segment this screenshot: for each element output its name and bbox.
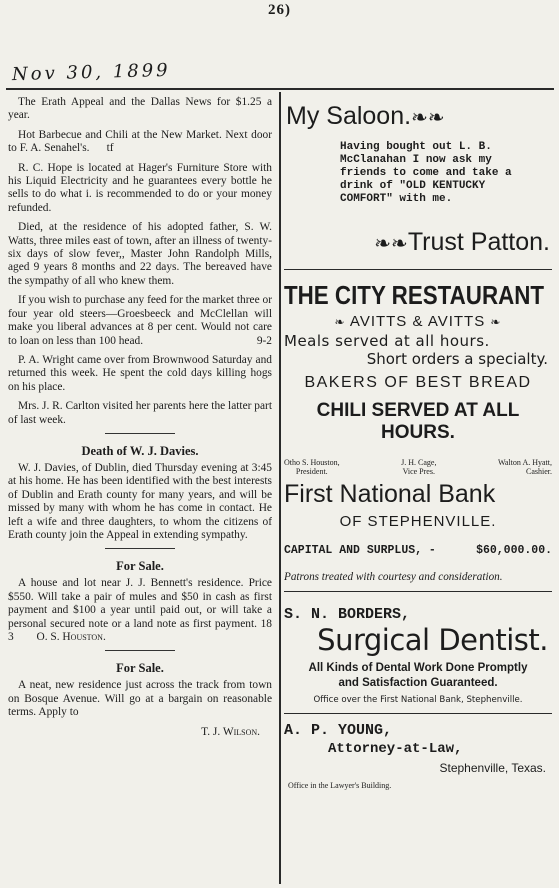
bank-officers (284, 458, 552, 476)
separator (105, 650, 175, 651)
dentist-title: Surgical Dentist. (317, 623, 548, 657)
bank-title: First National Bank (284, 480, 496, 508)
lawyer-city: Stephenville, Texas. (439, 761, 546, 775)
lawyer-office: Office in the Lawyer's Building. (288, 781, 392, 790)
sale-signature-2: T. J. Wilson. (201, 725, 260, 738)
bank-subtitle: OF STEPHENVILLE. (339, 513, 497, 530)
news-item-barbecue: Hot Barbecue and Chili at the New Market. Next door to F. A. Senahel's. tf (8, 128, 272, 155)
bank-capital: $60,000.00. CAPITAL AND SURPLUS, - (284, 544, 552, 557)
news-item-carlton: Mrs. J. R. Carlton visited her parents here the latter part of last week. (8, 400, 272, 426)
restaurant-owners: ❧ AVITTS & AVITTS ❧ (334, 313, 502, 330)
separator (105, 548, 175, 549)
sale-text-1: A house and lot near J. J. Bennett's residence. Price $550. Will take a pair of mules and $50 in cash as first payment and $100 a year until paid out, or will take a personal secured note or a land note as first payment. 18 3 O. S. Houston. (8, 577, 272, 643)
death-heading: Death of W. J. Davies. (81, 443, 199, 458)
fleuron-ornament-icon: ❧❧ (411, 107, 445, 129)
lawyer-title: Attorney-at-Law, (328, 741, 463, 757)
dentist-office: Office over the First National Bank, Stephenville. (313, 695, 523, 705)
sale-heading-2: For Sale. (116, 661, 164, 676)
fleuron-ornament-icon: ❧ (334, 315, 346, 329)
fleuron-ornament-icon: ❧❧ (374, 233, 408, 255)
fleuron-ornament-icon: ❧ (490, 315, 502, 329)
saloon-ad-body: Having bought out L. B. McClanahan I now ask my friends to come and take a drink of "OLD KENTUCKY COMFORT" with me. (340, 141, 512, 205)
header-rule (6, 88, 554, 90)
news-item-obituary-mills: Died, at the residence of his adopted father, S. W. Watts, three miles east of town, after an illness of twenty-six days of slow fever,, Master John Randolph Mills, aged 9 years 8 months and 22 days. The bereaved have the sympathy of all who knew them. (8, 221, 272, 287)
section-rule (284, 591, 552, 592)
section-rule (284, 269, 552, 270)
left-column (8, 96, 272, 745)
dentist-line-2: and Satisfaction Guaranteed. (338, 677, 498, 689)
page-number: 26) (268, 2, 291, 18)
sale-heading-1: For Sale. (116, 559, 164, 574)
dentist-name: S. N. BORDERS, (284, 606, 411, 623)
bank-courtesy: Patrons treated with courtesy and consideration. (284, 571, 503, 583)
restaurant-chili: CHILI SERVED AT ALL HOURS. (316, 400, 520, 443)
trust-patton-ad: ❧❧Trust Patton. (374, 228, 550, 256)
dentist-line-1: All Kinds of Dental Work Done Promptly (308, 662, 528, 674)
bank-officer: Walton A. Hyatt, Cashier. (497, 458, 552, 476)
death-text: W. J. Davies, of Dublin, died Thursday evening at 3:45 at his home. He has been identified with the best interests of Dublin and Erath county for many years, and will be missed by many with whom he has come in contact. He left a wife and three daughters, to whom the citizens of Erath county join the Appeal in extending sympathy. (8, 461, 272, 541)
lawyer-name: A. P. YOUNG, (284, 722, 393, 739)
separator (105, 433, 175, 434)
saloon-ad-title: My Saloon.❧❧ (286, 102, 445, 130)
news-item-wright: P. A. Wright came over from Brownwood Saturday and returned this week. He spent the cold days killing hogs on his place. (8, 353, 272, 393)
restaurant-title: THE CITY RESTAURANT (284, 280, 545, 310)
news-item-subscription: The Erath Appeal and the Dallas News for $1.25 a year. (8, 96, 272, 122)
column-divider (279, 92, 281, 884)
news-item-hope: R. C. Hope is located at Hager's Furniture Store with his Liquid Electricity and he guarantees every bottle he sells to do what i. is recommended to do or your money refunded. (8, 161, 272, 214)
restaurant-meals: Meals served at all hours. (284, 332, 490, 350)
sale-text-2: A neat, new residence just across the track from town on Bosque Avenue. Will go at a bargain on reasonable terms. Apply to (8, 679, 272, 719)
bank-officer: J. H. Cage, Vice Pres. (401, 458, 437, 476)
handwritten-date: Nov 30, 1899 (11, 59, 171, 86)
section-rule (284, 713, 552, 714)
news-item-feed: If you wish to purchase any feed for the market three or four year old steers—Groesbeeck and McClellan will make you liberal advances at 8 per cent. Would not care to loan on less than 100 head. 9-2 (8, 294, 272, 347)
bank-officer: Otho S. Houston, President. (284, 458, 340, 476)
restaurant-bakers: BAKERS OF BEST BREAD (304, 374, 532, 391)
right-column (284, 96, 552, 790)
restaurant-short-orders: Short orders a specialty. (366, 350, 548, 368)
